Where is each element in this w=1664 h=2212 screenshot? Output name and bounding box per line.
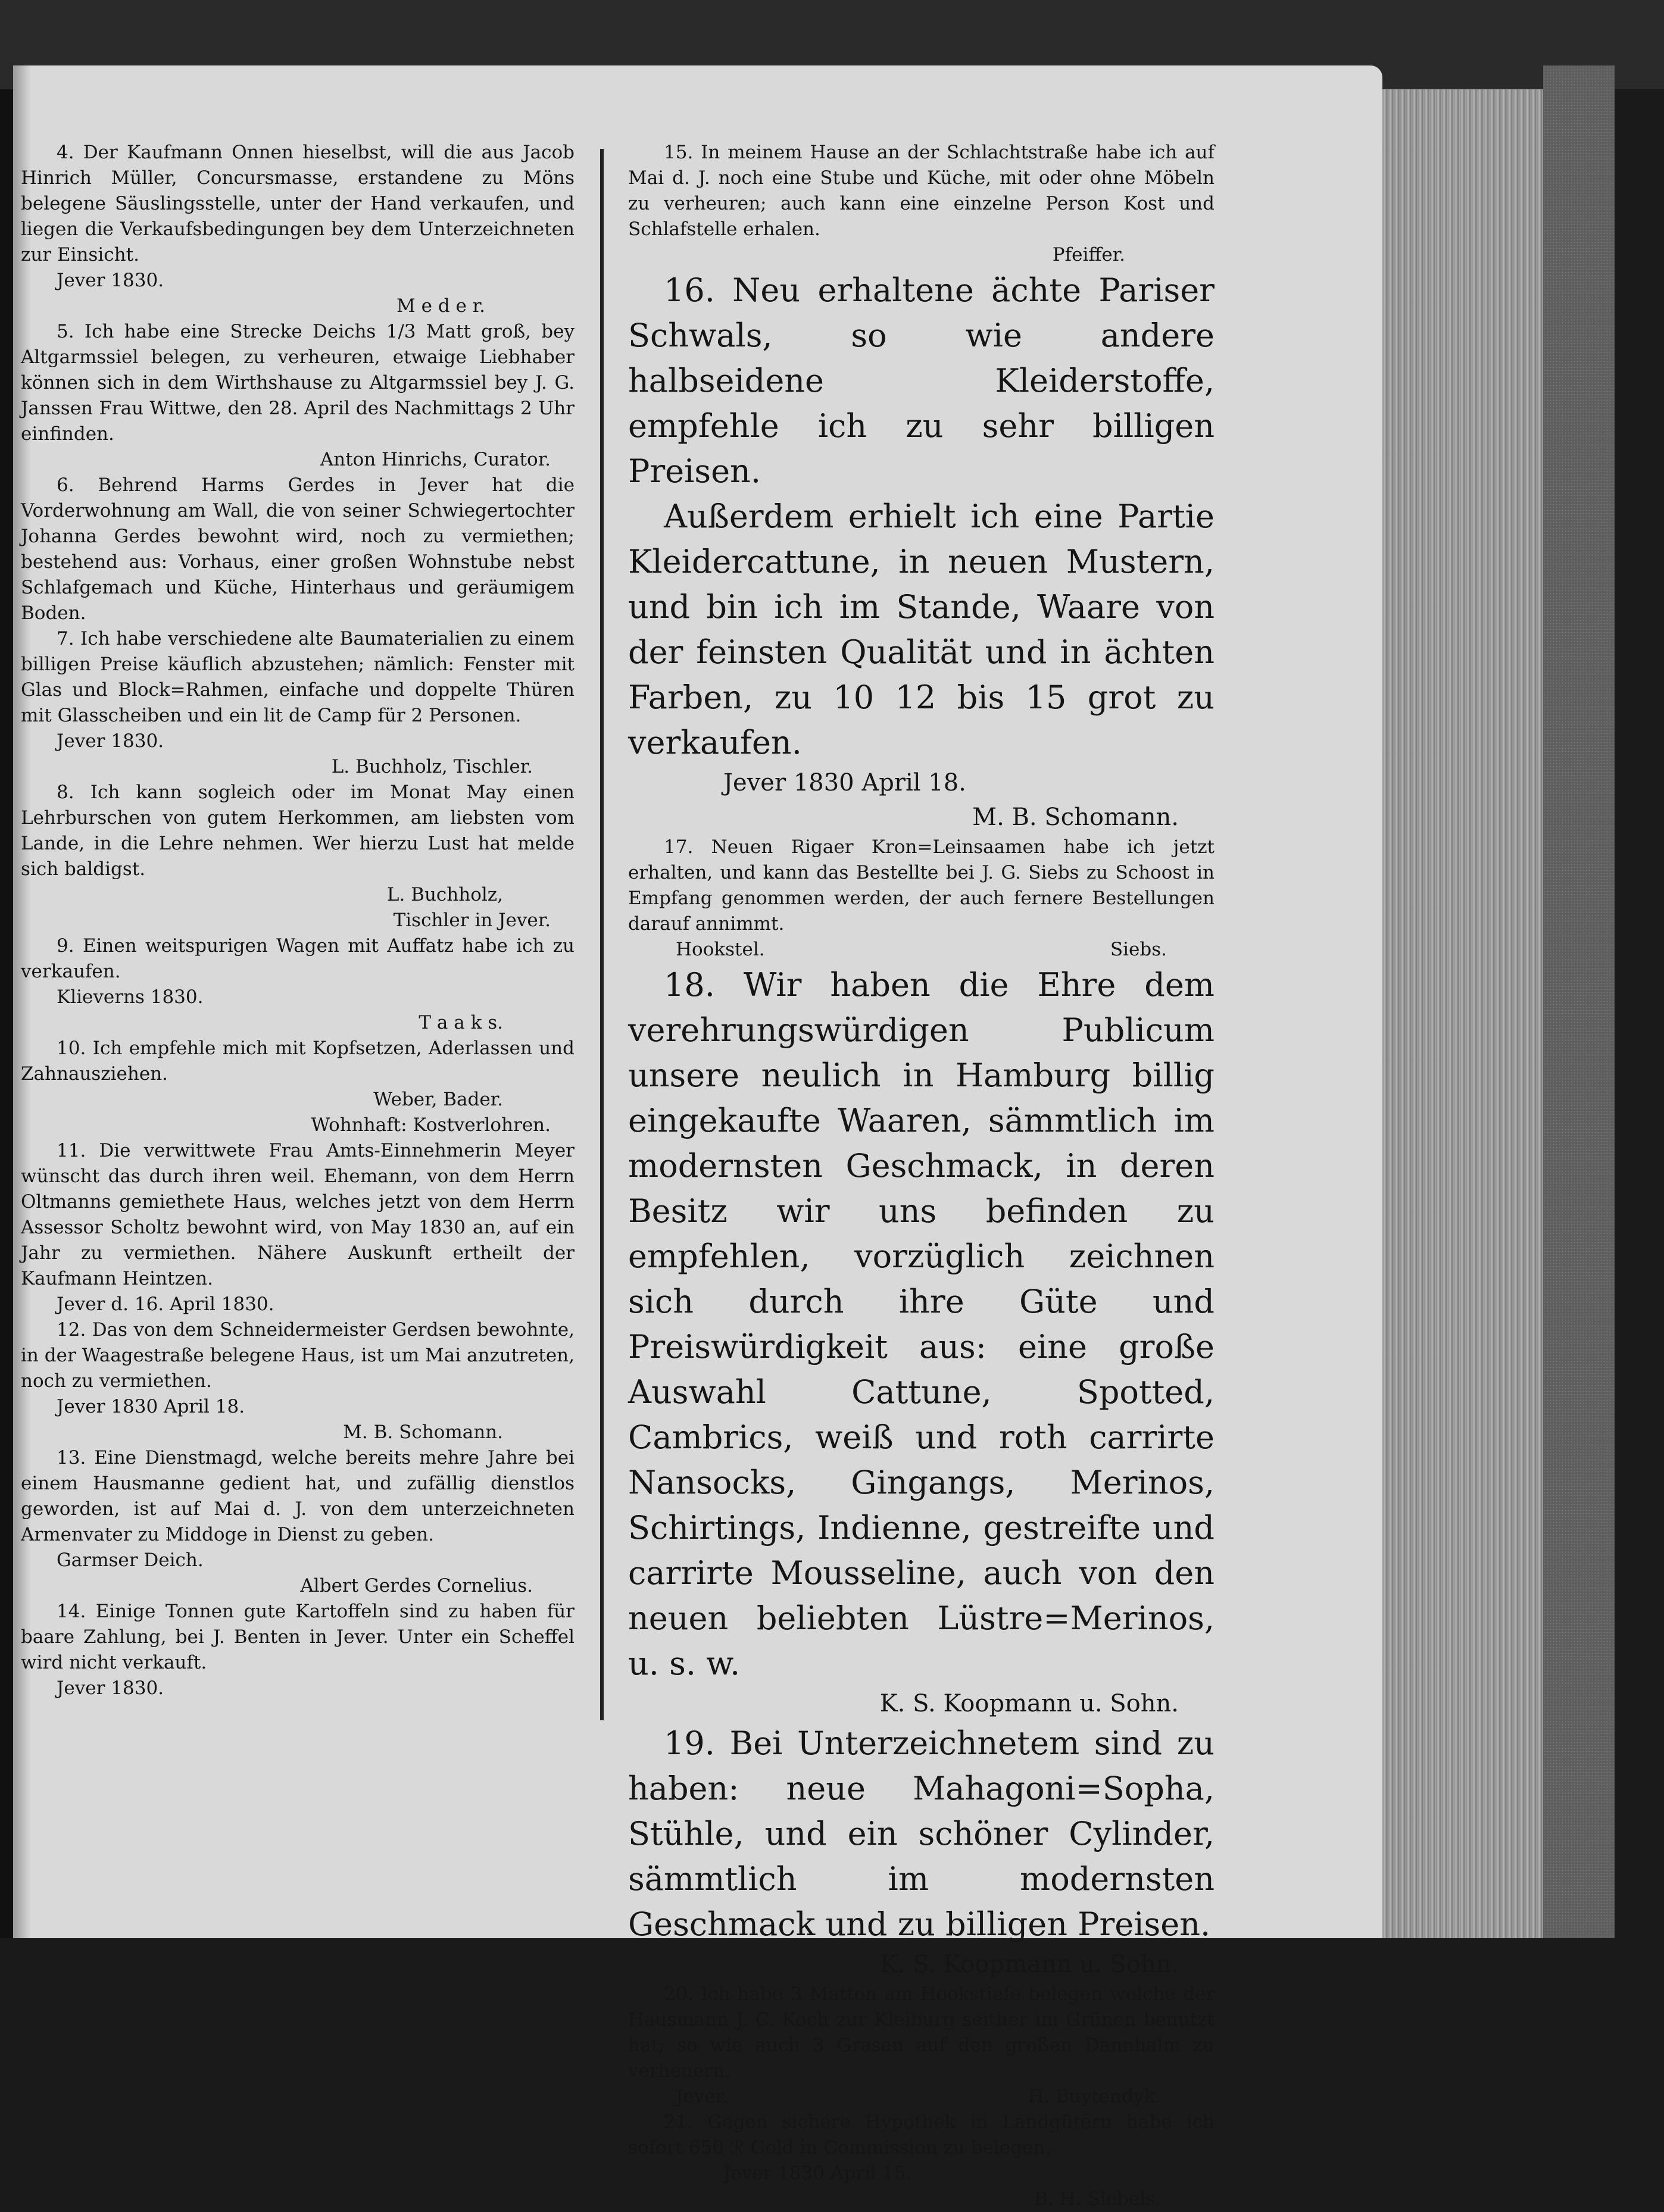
ad-20-signature: H. Buytendyk. (1028, 2086, 1161, 2107)
ad-8-text: 8. Ich kann sogleich oder im Monat May einen Lehrburschen von gutem Herkommen, am liebsten vom Lande, in die Lehre nehmen. Wer hierzu Lust hat melde sich baldigst. (21, 782, 575, 880)
ad-15-text: 15. In meinem Hause an der Schlachtstraße habe ich auf Mai d. J. noch eine Stube und Küche, mit oder ohne Möbeln zu verheuren; auch kann eine einzelne Person Kost und Schlafstelle erhalen. (628, 142, 1215, 240)
ad-8-signature-line2: Tischler in Jever. (393, 910, 551, 931)
ad-16-text: 16. Neu erhaltene ächte Pariser Schwals, so wie andere halbseidene Kleiderstoffe, empfehle ich zu sehr billigen Preisen. (628, 271, 1215, 490)
ad-13-place: Garmser Deich. (57, 1549, 204, 1571)
ad-12-signature: M. B. Schomann. (343, 1421, 503, 1443)
ad-18-text: 18. Wir haben die Ehre dem verehrungswürdigen Publicum unsere neulich in Hamburg billig eingekaufte Waaren, sämmtlich im modernsten Geschmack, in deren Besitz wir uns befinden zu empfehlen, vorzüglich zeichnen sich durch ihre Güte und Preiswürdigkeit aus: eine große Auswahl Cattune, Spotted, Cambrics, weiß und roth carrirte Nansocks, Gingangs, Merinos, Schirtings, Indienne, gestreifte und carrirte Mousseline, auch von den neuen beliebten Lüstre=Merinos, u. s. w. (628, 966, 1215, 1682)
ad-18-signature: K. S. Koopmann u. Sohn. (879, 1690, 1179, 1717)
ad-20-place: Jever. (676, 2086, 728, 2107)
ad-6-text: 6. Behrend Harms Gerdes in Jever hat die Vorderwohnung am Wall, die von seiner Schwiegertochter Johanna Gerdes bewohnt wird, noch zu vermiethen; bestehend aus: Vorhaus, einer großen Wohnstube nebst Schlafgemach und Küche, Hinterhaus und geräumigem Boden. (21, 474, 575, 624)
ad-13-text: 13. Eine Dienstmagd, welche bereits mehre Jahre bei einem Hausmanne gedient hat, und zufällig dienstlos geworden, ist auf Mai d. J. von dem unterzeichneten Armenvater zu Middoge in Dienst zu geben. (21, 1447, 575, 1545)
ad-16-place: Jever 1830 April 18. (723, 769, 966, 796)
ad-7-place: Jever 1830. (57, 730, 164, 752)
ad-12-text: 12. Das von dem Schneidermeister Gerdsen bewohnte, in der Waagestraße belegene Haus, ist um Mai anzutreten, noch zu vermiethen. (21, 1319, 575, 1392)
ad-5-signature: Anton Hinrichs, Curator. (320, 449, 551, 470)
ad-4-text: 4. Der Kaufmann Onnen hieselbst, will die aus Jacob Hinrich Müller, Concursmasse, erstandene zu Möns belegene Säuslingsstelle, unter der Hand verkaufen, und liegen die Verkaufsbedingungen bey dem Unterzeichneten zur Einsicht. (21, 142, 575, 265)
ad-17-signature: Siebs. (1110, 939, 1167, 960)
ad-16-signature: M. B. Schomann. (972, 804, 1179, 831)
ad-15-signature: Pfeiffer. (1052, 244, 1125, 265)
ad-11-text: 11. Die verwittwete Frau Amts-Einnehmerin Meyer wünscht das durch ihren weil. Ehemann, von dem Herrn Oltmanns gemiethete Haus, welches jetzt von dem Herrn Assessor Scholtz bewohnt wird, von May 1830 an, auf ein Jahr zu vermiethen. Nähere Auskunft ertheilt der Kaufmann Heintzen. (21, 1140, 575, 1289)
ad-20-text: 20. Ich habe 3 Matten am Hookstiefe belegen welche der Hausmann J. C. Koch zur Kleiburg seither im Grünen benutzt hat; so wie auch 3 Grasen auf den großen Dannhalm zu verheuern. (628, 1983, 1215, 2082)
ad-10-signature-line2: Wohnhaft: Kostverlohren. (311, 1114, 551, 1136)
ad-10-text: 10. Ich empfehle mich mit Kopfsetzen, Aderlassen und Zahnausziehen. (21, 1038, 575, 1085)
right-column (628, 140, 1215, 2212)
ad-13-signature: Albert Gerdes Cornelius. (300, 1575, 533, 1596)
ad-8-signature: L. Buchholz, (386, 884, 503, 905)
ad-14-place: Jever 1830. (57, 1677, 164, 1699)
ad-7-text: 7. Ich habe verschiedene alte Baumaterialien zu einem billigen Preise käuflich abzustehen; nämlich: Fenster mit Glas und Block=Rahmen, einfache und doppelte Thüren mit Glasscheiben und ein lit de Camp für 2 Personen. (21, 628, 575, 726)
ad-9-signature: T a a k s. (419, 1012, 503, 1033)
ad-9-place: Klieverns 1830. (57, 986, 204, 1008)
ad-14-text: 14. Einige Tonnen gute Kartoffeln sind zu haben für baare Zahlung, bei J. Benten in Jever. Unter ein Scheffel wird nicht verkauft. (21, 1601, 575, 1673)
ad-17-footer (628, 937, 1215, 963)
scan-background-left (0, 89, 13, 1938)
ad-12-place: Jever 1830 April 18. (57, 1396, 245, 1417)
ad-17-place: Hookstel. (676, 939, 765, 960)
ad-5-text: 5. Ich habe eine Strecke Deichs 1/3 Matt groß, bey Altgarmssiel belegen, zu verheuren, etwaige Liebhaber können sich in dem Wirthshause zu Altgarmssiel bey J. G. Janssen Frau Wittwe, den 28. April des Nachmittags 2 Uhr einfinden. (21, 321, 575, 445)
ad-19-signature: K. S. Koopmann u. Sohn. (879, 1951, 1179, 1978)
ad-9-text: 9. Einen weitspurigen Wagen mit Auffatz habe ich zu verkaufen. (21, 935, 575, 982)
ad-11-place: Jever d. 16. April 1830. (57, 1294, 274, 1315)
ad-19-text: 19. Bei Unterzeichnetem sind zu haben: neue Mahagoni=Sopha, Stühle, und ein schöner Cylinder, sämmtlich im modernsten Geschmack und zu billigen Preisen. (628, 1724, 1215, 1943)
ad-16-text-2: Außerdem erhielt ich eine Partie Kleidercattune, in neuen Mustern, und bin ich im Stande, Waare von der feinsten Qualität und in ächten Farben, zu 10 12 bis 15 grot zu verkaufen. (628, 498, 1215, 761)
ad-21-text: 21. Gegen sichere Hypothek in Landgütern habe ich sofort 650 ℛ Gold in Commission zu belegen. (628, 2111, 1215, 2158)
ad-21-signature: B. H. Siebels. (1034, 2188, 1161, 2210)
ad-10-signature: Weber, Bader. (373, 1089, 503, 1110)
ad-21-place: Jever 1830 April 15. (723, 2163, 912, 2184)
book-page-edges (1382, 89, 1543, 1938)
ad-20-footer (628, 2084, 1215, 2110)
ad-4-signature: M e d e r. (397, 295, 485, 317)
ad-7-signature: L. Buchholz, Tischler. (331, 756, 533, 777)
book-cover-edge (1543, 65, 1615, 1938)
column-divider (600, 149, 604, 1720)
left-column (21, 140, 575, 1701)
ad-4-place: Jever 1830. (57, 270, 164, 291)
ad-17-text: 17. Neuen Rigaer Kron=Leinsaamen habe ich jetzt erhalten, und kann das Bestellte bei J. G. Siebs zu Schoost in Empfang genommen werden, der auch fernere Bestellungen darauf annimmt. (628, 836, 1215, 935)
